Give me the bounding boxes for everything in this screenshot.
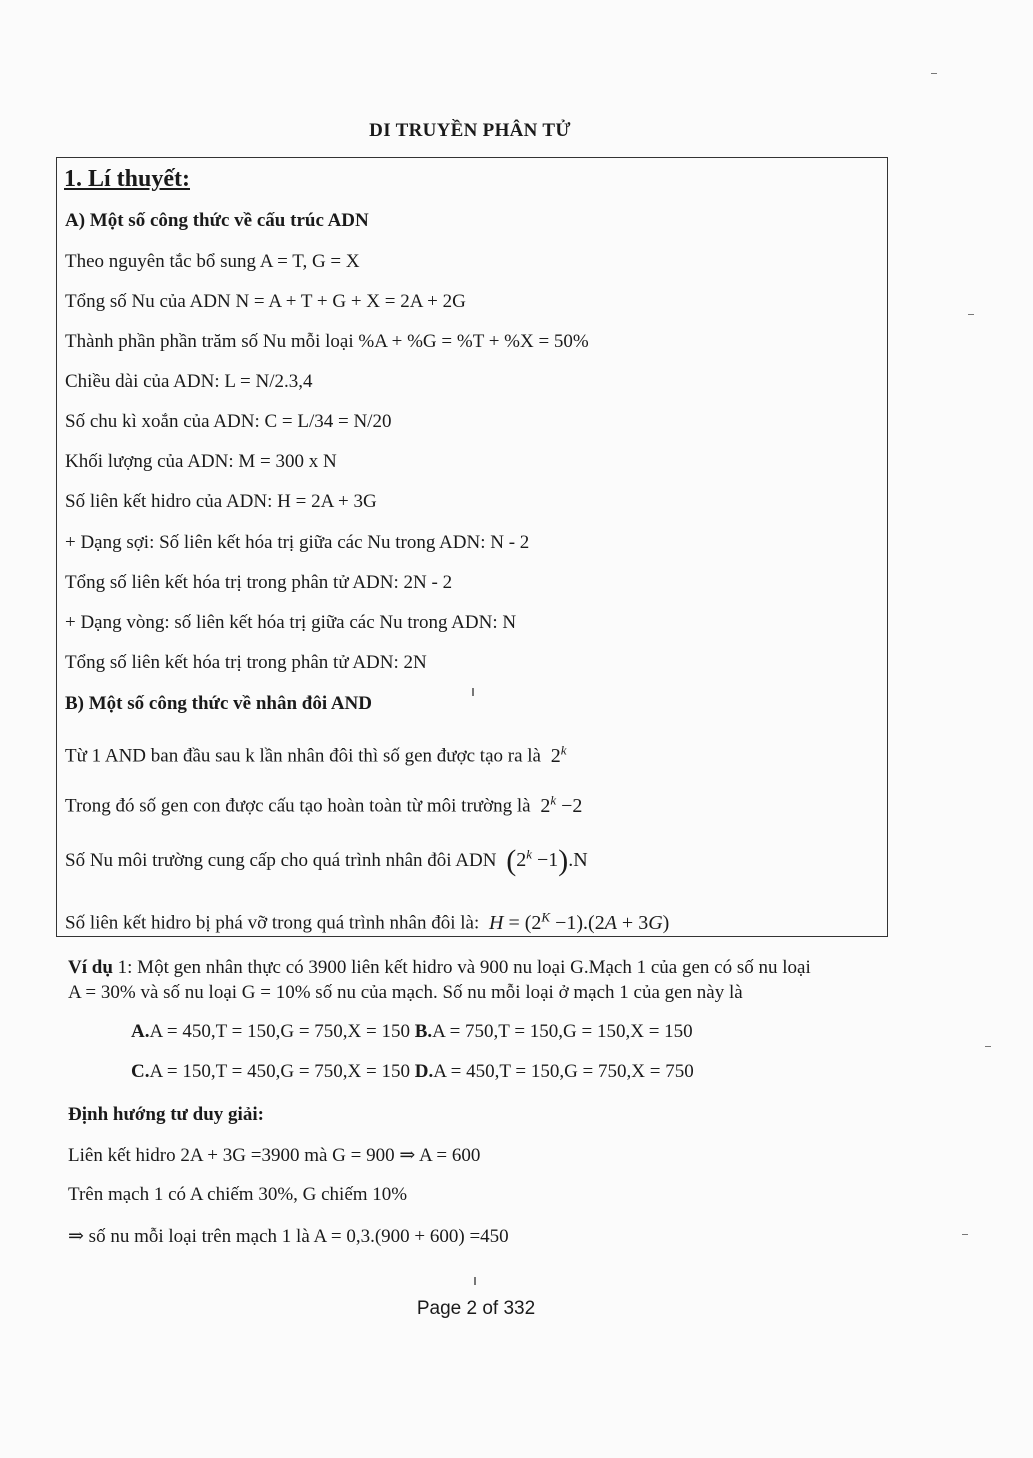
option-letter: C.: [131, 1061, 150, 1082]
replication-line: [65, 844, 588, 878]
formula-nu-supply: $(2^k -1).N$: [506, 844, 588, 877]
example-label: Ví dụ: [68, 957, 113, 978]
formula-line: Tổng số liên kết hóa trị trong phân tử ADN: 2N: [65, 652, 427, 673]
replication-text: Trong đó số gen con được cấu tạo hoàn toàn từ môi trường là: [65, 795, 531, 817]
example-question: [68, 957, 811, 979]
page-number: Page 2 of 332: [416, 1298, 536, 1319]
option-letter: A.: [131, 1021, 150, 1042]
section-a-heading: A) Một số công thức về cấu trúc ADN: [65, 210, 369, 231]
solution-line: Liên kết hidro 2A + 3G =3900 mà G = 900 ⇒ A = 600: [68, 1145, 481, 1166]
scan-speck: [985, 1046, 991, 1047]
scan-speck: [474, 1277, 476, 1285]
scan-speck: [472, 688, 474, 696]
formula-line: Khối lượng của ADN: M = 300 x N: [65, 451, 337, 472]
solution-line: Trên mạch 1 có A chiếm 30%, G chiếm 10%: [68, 1184, 408, 1205]
formula-line: Số chu kì xoắn của ADN: C = L/34 = N/20: [65, 411, 392, 432]
replication-line: [65, 742, 567, 768]
solution-line: ⇒ số nu mỗi loại trên mạch 1 là A = 0,3.(900 + 600) =450: [68, 1226, 509, 1247]
page-title: DI TRUYỀN PHÂN TỬ: [369, 120, 571, 141]
replication-text: Số liên kết hidro bị phá vỡ trong quá trình nhân đôi là:: [65, 912, 480, 934]
formula-2k-minus-2: $2^k -2$: [535, 792, 583, 817]
option-letter: B.: [414, 1021, 433, 1042]
replication-text: Từ 1 AND ban đầu sau k lần nhân đôi thì số gen được tạo ra là: [65, 745, 541, 767]
solution-heading: Định hướng tư duy giải:: [68, 1104, 264, 1125]
formula-line: Tổng số liên kết hóa trị trong phân tử ADN: 2N - 2: [65, 572, 453, 593]
theory-heading: 1. Lí thuyết:: [64, 166, 190, 192]
option-text: A = 750,T = 150,G = 150,X = 150: [432, 1021, 693, 1042]
formula-2k: 2$^k$: [545, 742, 567, 767]
section-b-heading: B) Một số công thức về nhân đôi AND: [65, 693, 372, 714]
option-letter: D.: [414, 1061, 434, 1082]
scan-speck: [931, 73, 937, 74]
replication-line: [65, 792, 582, 818]
option-text: A = 450,T = 150,G = 750,X = 750: [433, 1061, 694, 1082]
formula-line: Tổng số Nu của ADN N = A + T + G + X = 2A + 2G: [65, 291, 466, 312]
formula-hydrogen-broken: $H = (2^K -1).(2A + 3G)$: [489, 909, 670, 934]
answer-options-row: [131, 1061, 694, 1083]
formula-line: Chiều dài của ADN: L = N/2.3,4: [65, 371, 313, 392]
formula-line: + Dạng sợi: Số liên kết hóa trị giữa các Nu trong ADN: N - 2: [65, 532, 530, 553]
replication-text: Số Nu môi trường cung cấp cho quá trình nhân đôi ADN: [65, 850, 497, 871]
example-question-cont: A = 30% và số nu loại G = 10% số nu của mạch. Số nu mỗi loại ở mạch 1 của gen này là: [68, 982, 743, 1003]
option-text: A = 150,T = 450,G = 750,X = 150: [149, 1061, 415, 1082]
formula-line: Thành phần phần trăm số Nu mỗi loại %A + %G = %T + %X = 50%: [65, 331, 589, 352]
formula-line: Số liên kết hidro của ADN: H = 2A + 3G: [65, 491, 377, 512]
scan-speck: [962, 1234, 968, 1235]
replication-line: [65, 909, 669, 935]
scan-speck: [968, 314, 974, 315]
formula-line: + Dạng vòng: số liên kết hóa trị giữa các Nu trong ADN: N: [65, 612, 517, 633]
formula-line: Theo nguyên tắc bổ sung A = T, G = X: [65, 251, 360, 272]
example-text: 1: Một gen nhân thực có 3900 liên kết hidro và 900 nu loại G.Mạch 1 của gen có số nu loại: [112, 957, 811, 978]
option-text: A = 450,T = 150,G = 750,X = 150: [149, 1021, 415, 1042]
answer-options-row: [131, 1021, 693, 1043]
